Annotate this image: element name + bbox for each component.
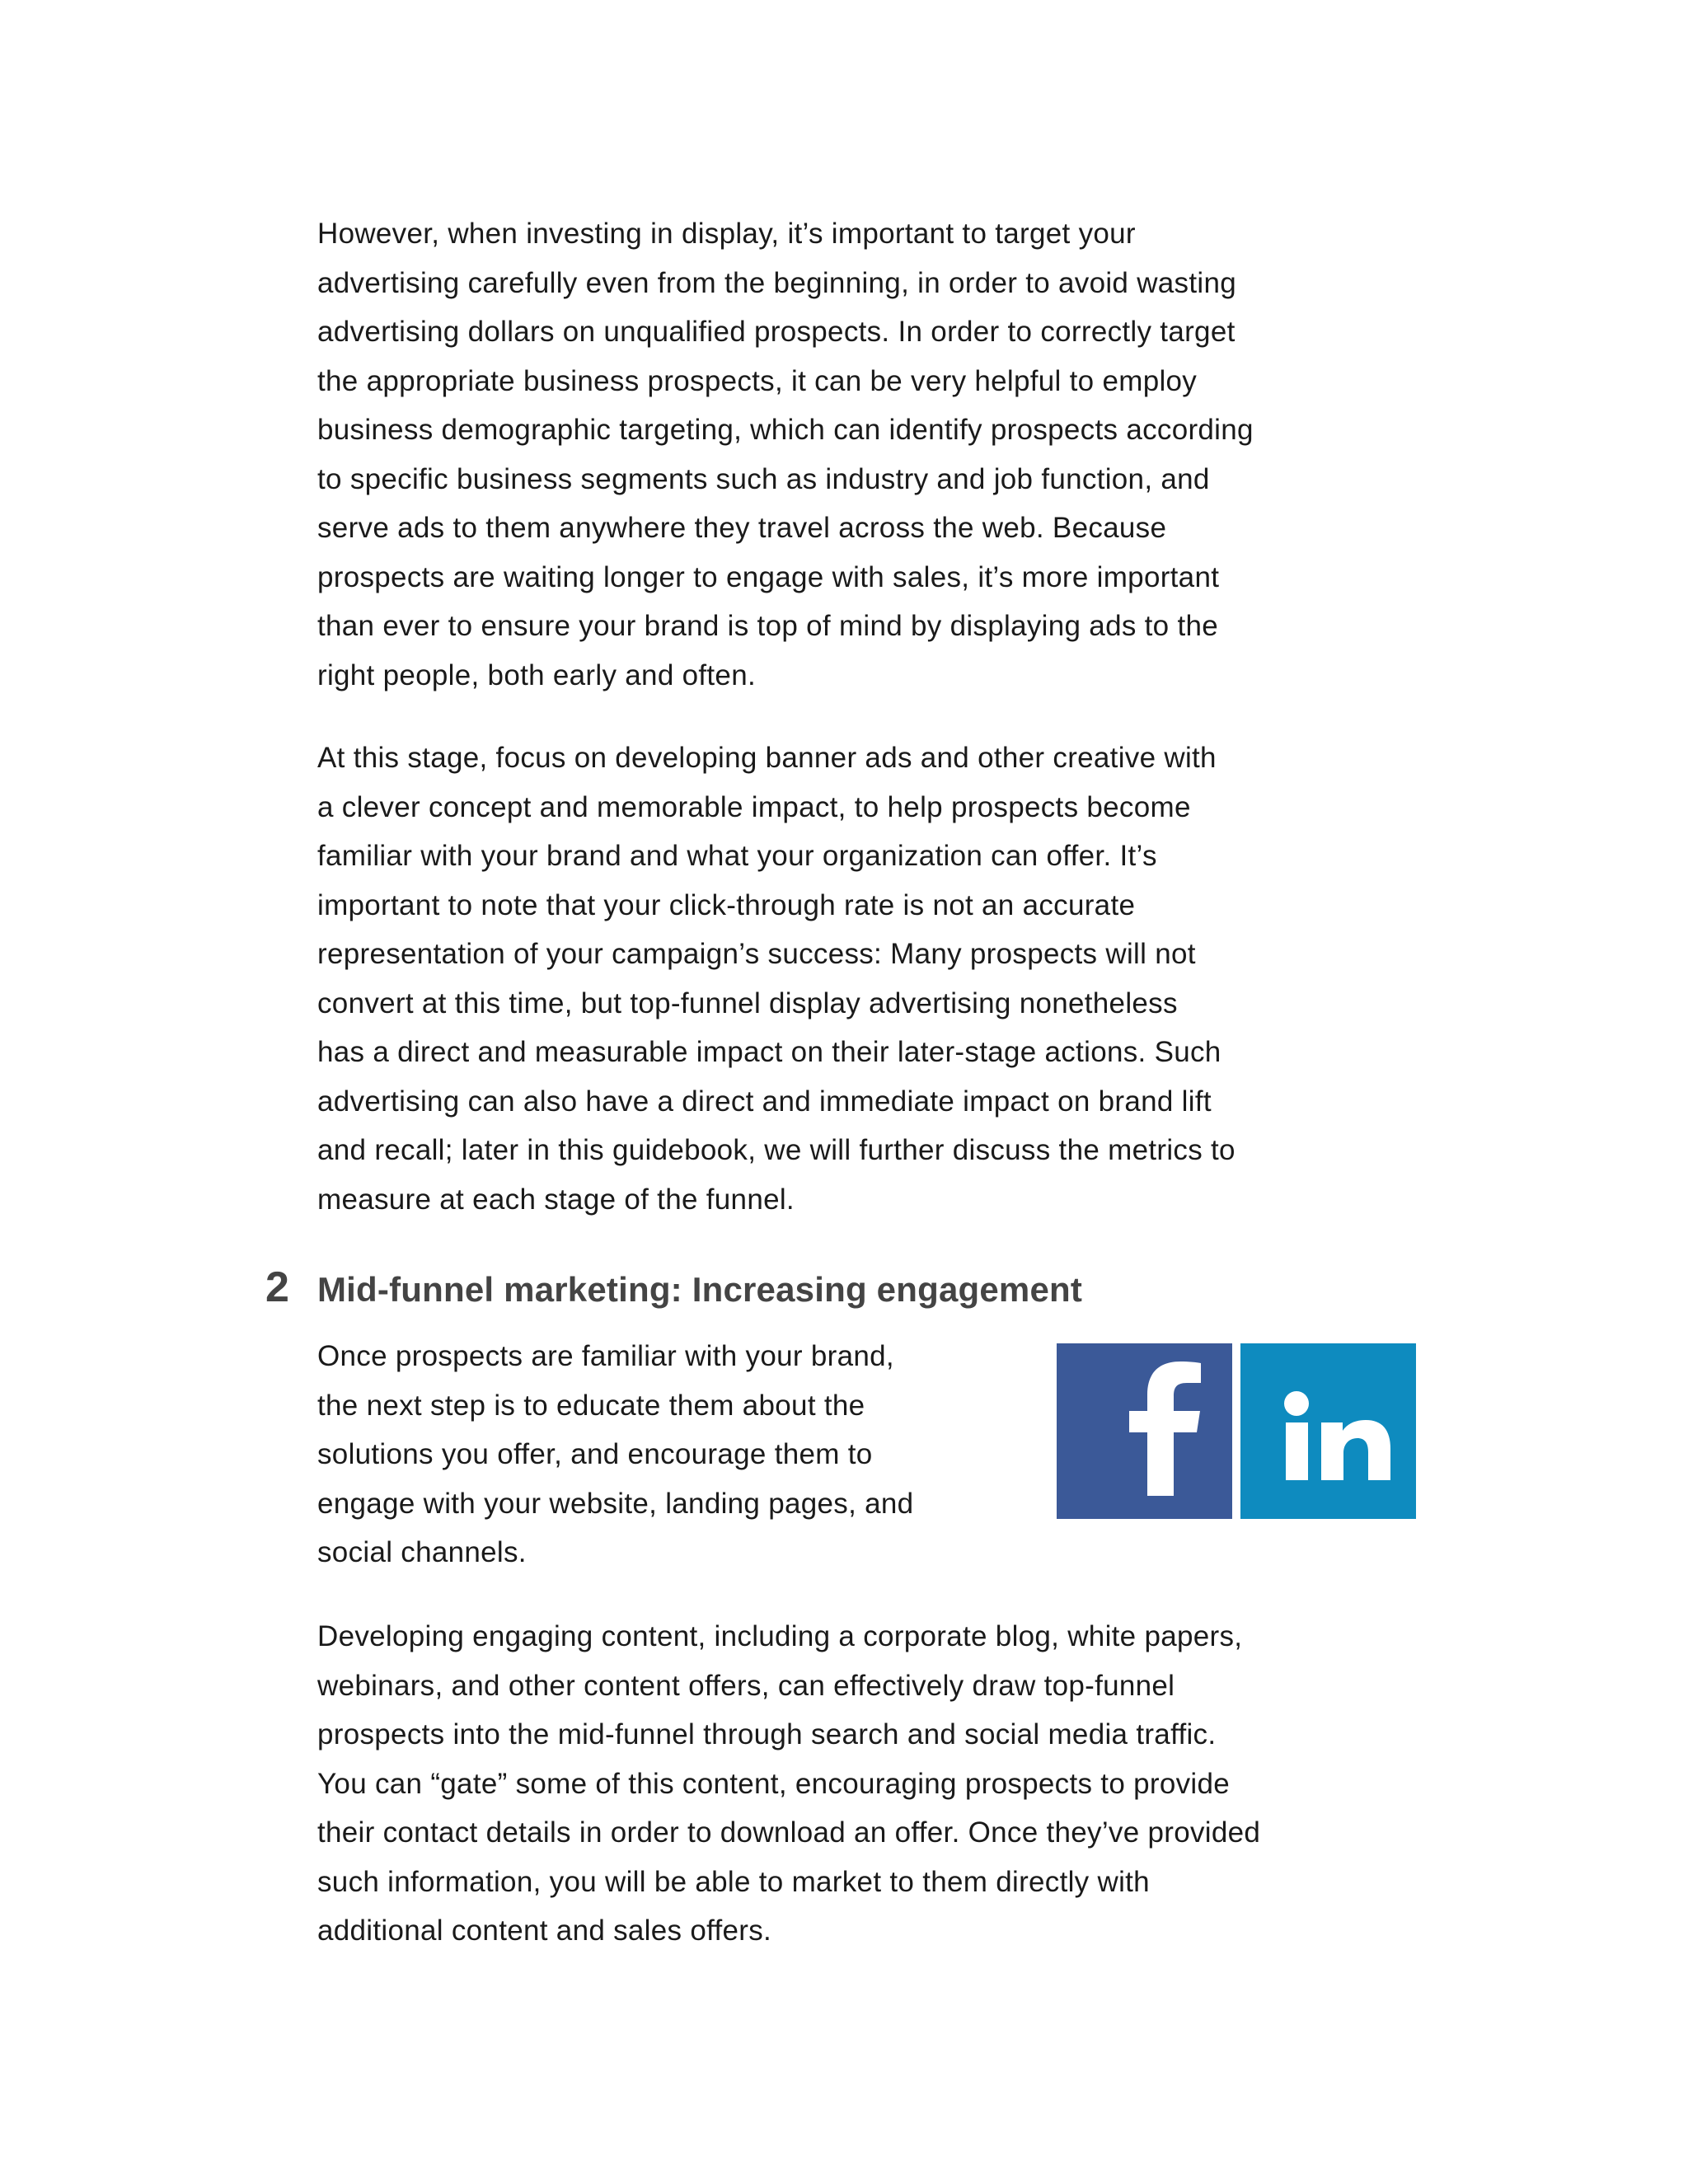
text-line: additional content and sales offers. — [317, 1915, 772, 1947]
text-line: advertising carefully even from the beginning, in order to avoid wasting — [317, 266, 1236, 299]
paragraph-engaging-content — [317, 1612, 1260, 1956]
text-line: the appropriate business prospects, it can be very helpful to employ — [317, 364, 1198, 397]
text-line: social channels. — [317, 1536, 527, 1568]
paragraph-display-targeting — [317, 209, 1254, 700]
text-line: representation of your campaign’s success: Many prospects will not — [317, 938, 1196, 970]
text-line: the next step is to educate them about the — [317, 1389, 865, 1422]
text-line: to specific business segments such as industry and job function, and — [317, 462, 1210, 495]
text-line: business demographic targeting, which can identify prospects according — [317, 414, 1254, 446]
text-line: familiar with your brand and what your organization can offer. It’s — [317, 840, 1157, 872]
section-number: 2 — [265, 1263, 289, 1311]
text-line: and recall; later in this guidebook, we will further discuss the metrics to — [317, 1134, 1236, 1166]
text-line: However, when investing in display, it’s important to target your — [317, 218, 1136, 250]
text-line: their contact details in order to download an offer. Once they’ve provided — [317, 1816, 1261, 1849]
text-line: such information, you will be able to market to them directly with — [317, 1865, 1150, 1898]
paragraph-mid-funnel-intro — [317, 1332, 913, 1577]
text-line: than ever to ensure your brand is top of mind by displaying ads to the — [317, 610, 1219, 642]
text-line: Developing engaging content, including a corporate blog, white papers, — [317, 1620, 1243, 1652]
text-line: solutions you offer, and encourage them to — [317, 1438, 873, 1470]
text-line: At this stage, focus on developing banner ads and other creative with — [317, 742, 1217, 774]
text-line: webinars, and other content offers, can effectively draw top-funnel — [317, 1669, 1175, 1702]
text-line: prospects into the mid-funnel through search and social media traffic. — [317, 1718, 1217, 1750]
text-line: You can “gate” some of this content, encouraging prospects to provide — [317, 1767, 1231, 1800]
text-line: a clever concept and memorable impact, to help prospects become — [317, 790, 1191, 823]
social-logos — [1057, 1343, 1416, 1519]
linkedin-logo-icon — [1240, 1343, 1416, 1519]
text-line: advertising dollars on unqualified prospects. In order to correctly target — [317, 316, 1236, 348]
text-line: Once prospects are familiar with your brand, — [317, 1340, 894, 1372]
facebook-logo-icon — [1057, 1343, 1232, 1519]
section-title: Mid-funnel marketing: Increasing engagement — [317, 1270, 1083, 1309]
text-line: important to note that your click-through rate is not an accurate — [317, 888, 1136, 921]
text-line: serve ads to them anywhere they travel across the web. Because — [317, 512, 1167, 544]
text-line: has a direct and measurable impact on their later-stage actions. Such — [317, 1036, 1221, 1068]
text-line: advertising can also have a direct and immediate impact on brand lift — [317, 1085, 1212, 1118]
text-line: prospects are waiting longer to engage with sales, it’s more important — [317, 560, 1220, 593]
text-line: convert at this time, but top-funnel display advertising nonetheless — [317, 987, 1178, 1019]
paragraph-banner-ads — [317, 733, 1236, 1224]
text-line: measure at each stage of the funnel. — [317, 1183, 795, 1216]
text-line: right people, both early and often. — [317, 658, 756, 691]
text-line: engage with your website, landing pages, and — [317, 1487, 914, 1520]
section-heading — [265, 1263, 1082, 1320]
